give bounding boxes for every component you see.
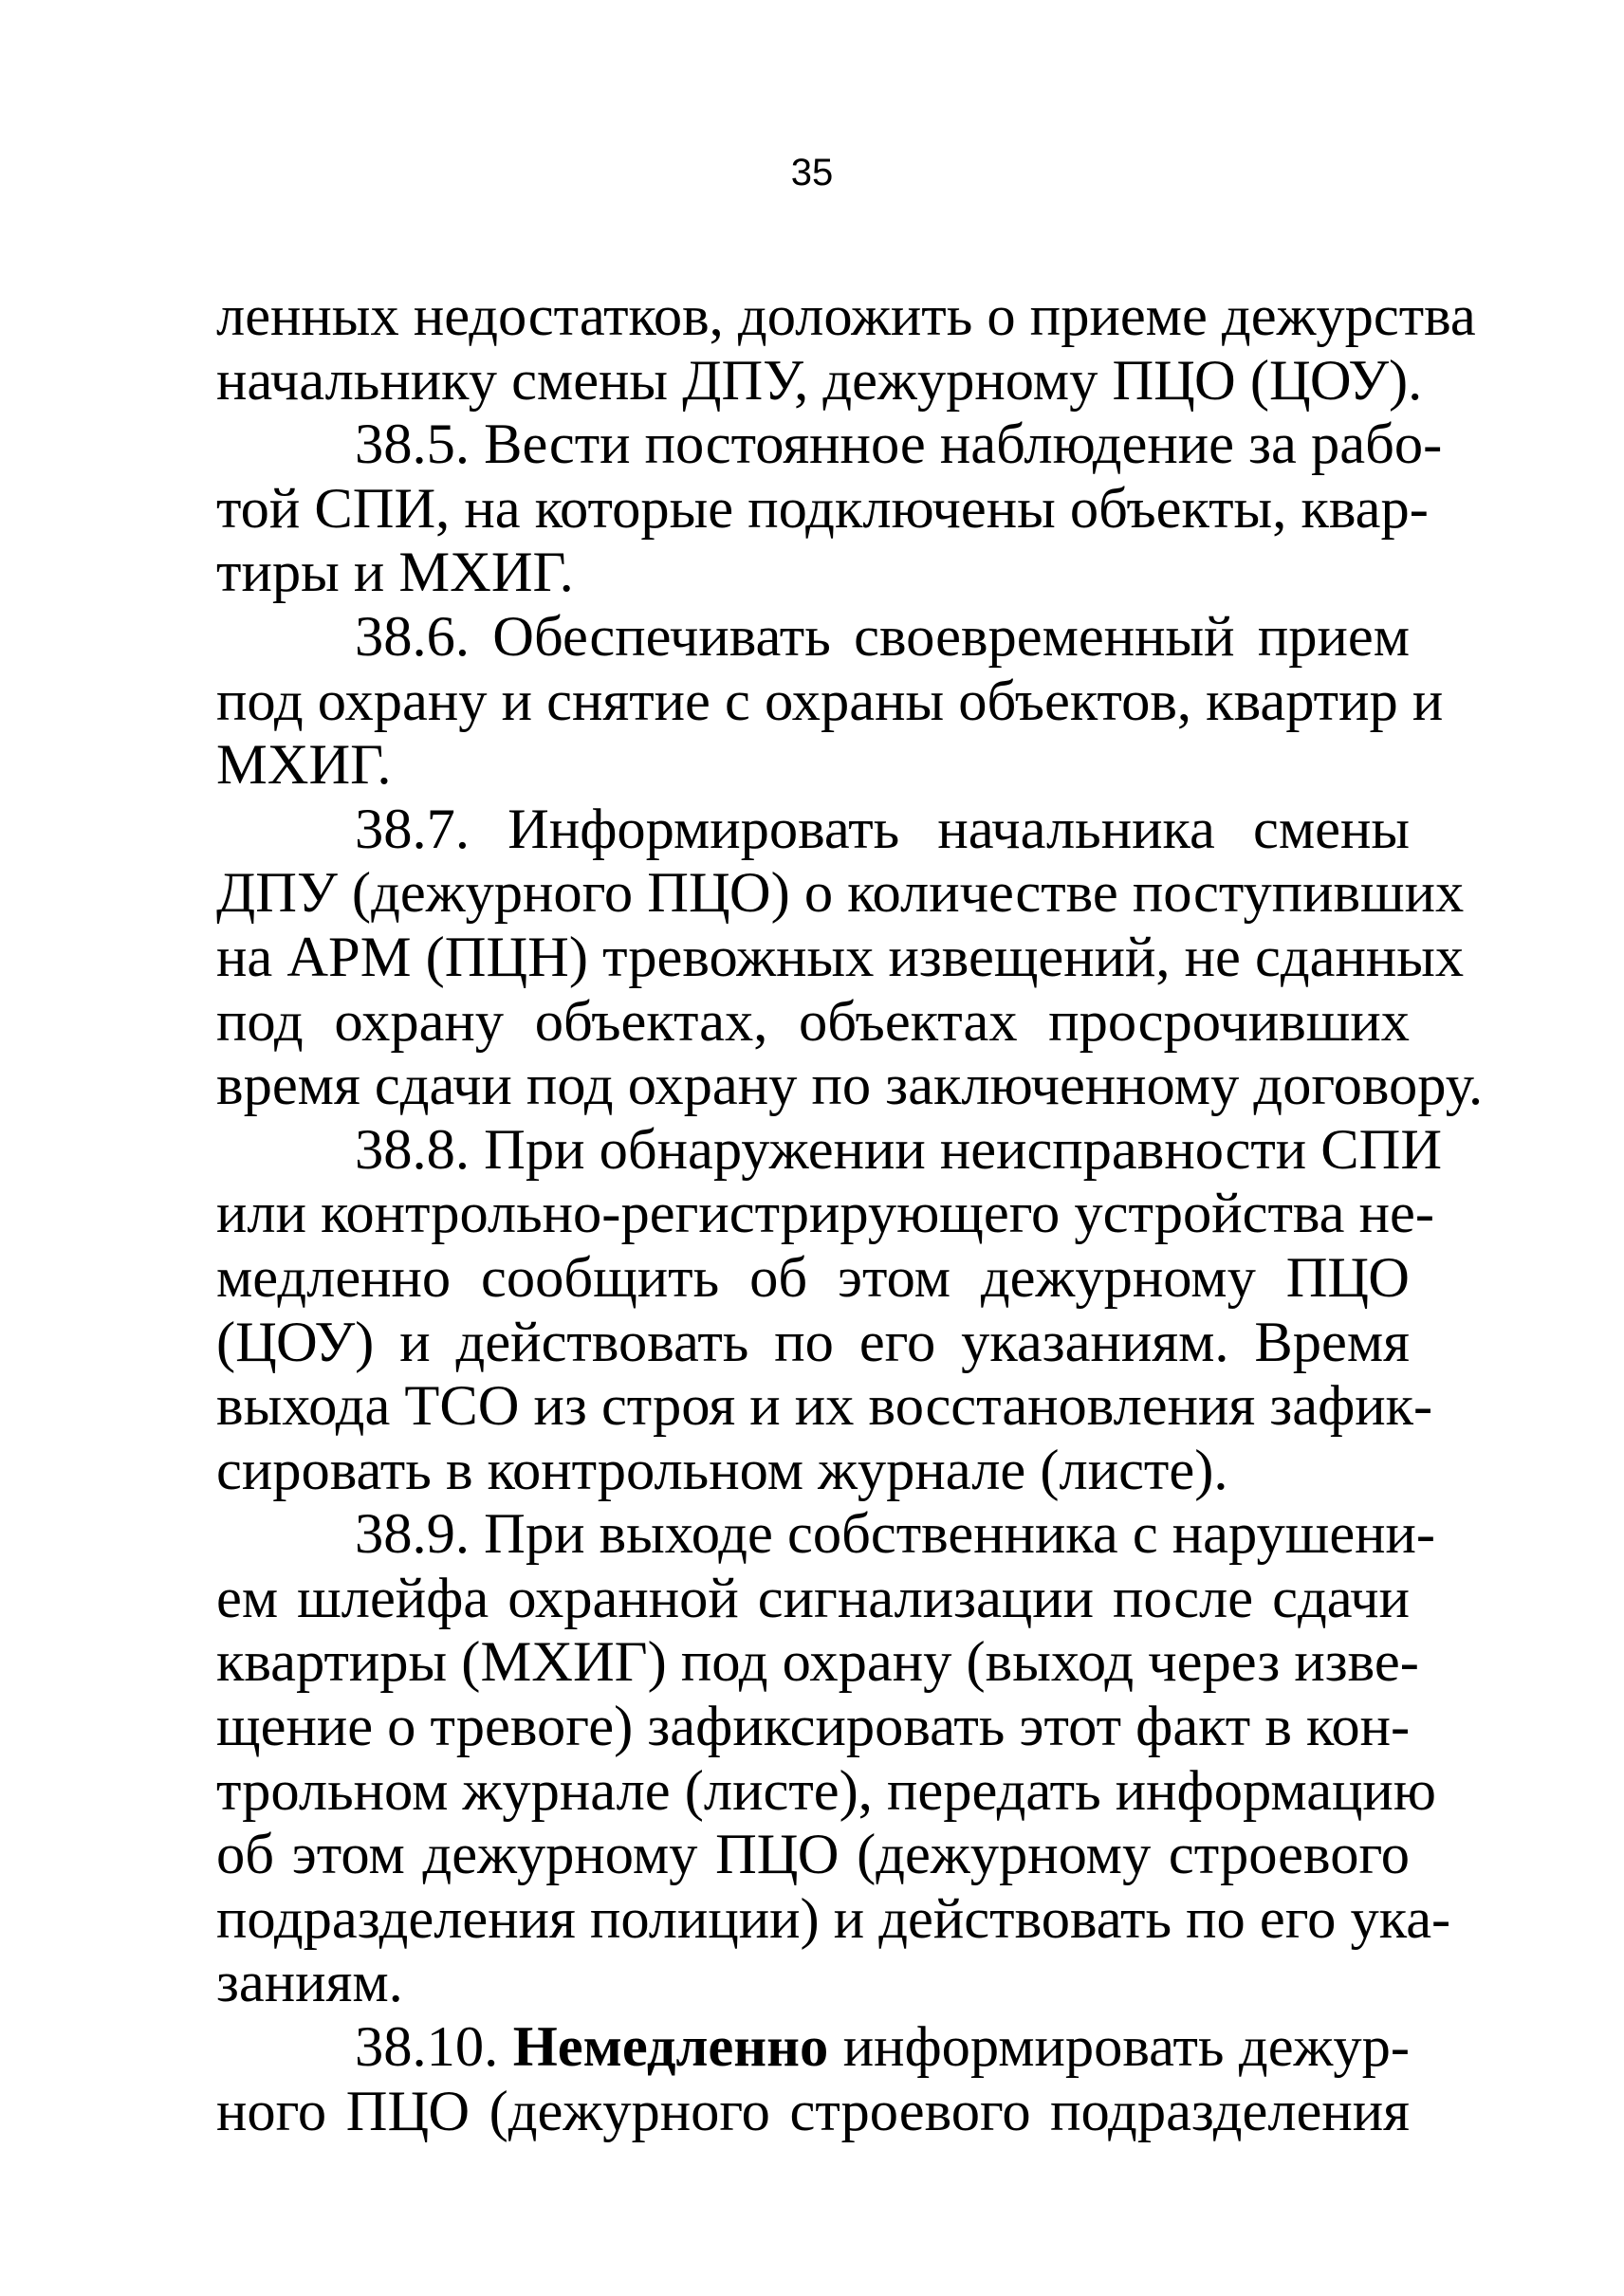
- document-body: [216, 285, 1484, 2143]
- text-line: ДПУ (дежурного ПЦО) о количестве поступивших: [216, 861, 1465, 926]
- text-line: ленных недостатков, доложить о приеме дежурства: [216, 285, 1476, 348]
- paragraph-38-10-start: [216, 2015, 1410, 2080]
- paragraph-38-7-start: 38.7. Информировать начальника смены: [355, 797, 1410, 861]
- text-line: тиры и МХИГ.: [216, 541, 574, 605]
- text-line: под охрану и снятие с охраны объектов, квартир и: [216, 669, 1444, 733]
- text-line: на АРМ (ПЦН) тревожных извещений, не сданных: [216, 925, 1465, 989]
- page-number: 35: [790, 152, 834, 193]
- text-line: об этом дежурному ПЦО (дежурному строевого: [216, 1823, 1410, 1887]
- text-line: медленно сообщить об этом дежурному ПЦО: [216, 1245, 1410, 1310]
- text-line: щение о тревоге) зафиксировать этот факт в кон-: [216, 1695, 1411, 1759]
- text-line: начальнику смены ДПУ, дежурному ПЦО (ЦОУ).: [216, 348, 1423, 413]
- text-line: сировать в контрольном журнале (листе).: [216, 1438, 1228, 1502]
- text-line: заниям.: [216, 1951, 403, 2015]
- text-segment: информировать дежур-: [828, 2015, 1411, 2080]
- paragraph-38-5-start: 38.5. Вести постоянное наблюдение за рабо-: [355, 413, 1443, 477]
- text-line: время сдачи под охрану по заключенному договору.: [216, 1054, 1484, 1118]
- text-line: МХИГ.: [216, 733, 392, 798]
- text-line: выхода ТСО из строя и их восстановления зафик-: [216, 1374, 1433, 1439]
- paragraph-38-6-start: 38.6. Обеспечивать своевременный прием: [355, 604, 1410, 669]
- text-segment: 38.10.: [355, 2015, 513, 2080]
- text-line: ем шлейфа охранной сигнализации после сдачи: [216, 1566, 1410, 1630]
- text-line: трольном журнале (листе), передать информацию: [216, 1758, 1437, 1823]
- text-line: (ЦОУ) и действовать по его указаниям. Время: [216, 1310, 1410, 1374]
- text-line: под охрану объектах, объектах просрочивших: [216, 989, 1410, 1054]
- bold-emphasis: Немедленно: [512, 2015, 829, 2080]
- text-line: той СПИ, на которые подключены объекты, квар-: [216, 476, 1429, 541]
- paragraph-38-9-start: 38.9. При выходе собственника с нарушени-: [355, 1502, 1436, 1567]
- text-line: подразделения полиции) и действовать по его ука-: [216, 1886, 1451, 1951]
- paragraph-38-8-start: 38.8. При обнаружении неисправности СПИ: [355, 1117, 1443, 1182]
- text-line: квартиры (МХИГ) под охрану (выход через изве-: [216, 1630, 1419, 1695]
- text-line: или контрольно-регистрирующего устройства не-: [216, 1182, 1435, 1246]
- text-line: ного ПЦО (дежурного строевого подразделения: [216, 2079, 1410, 2143]
